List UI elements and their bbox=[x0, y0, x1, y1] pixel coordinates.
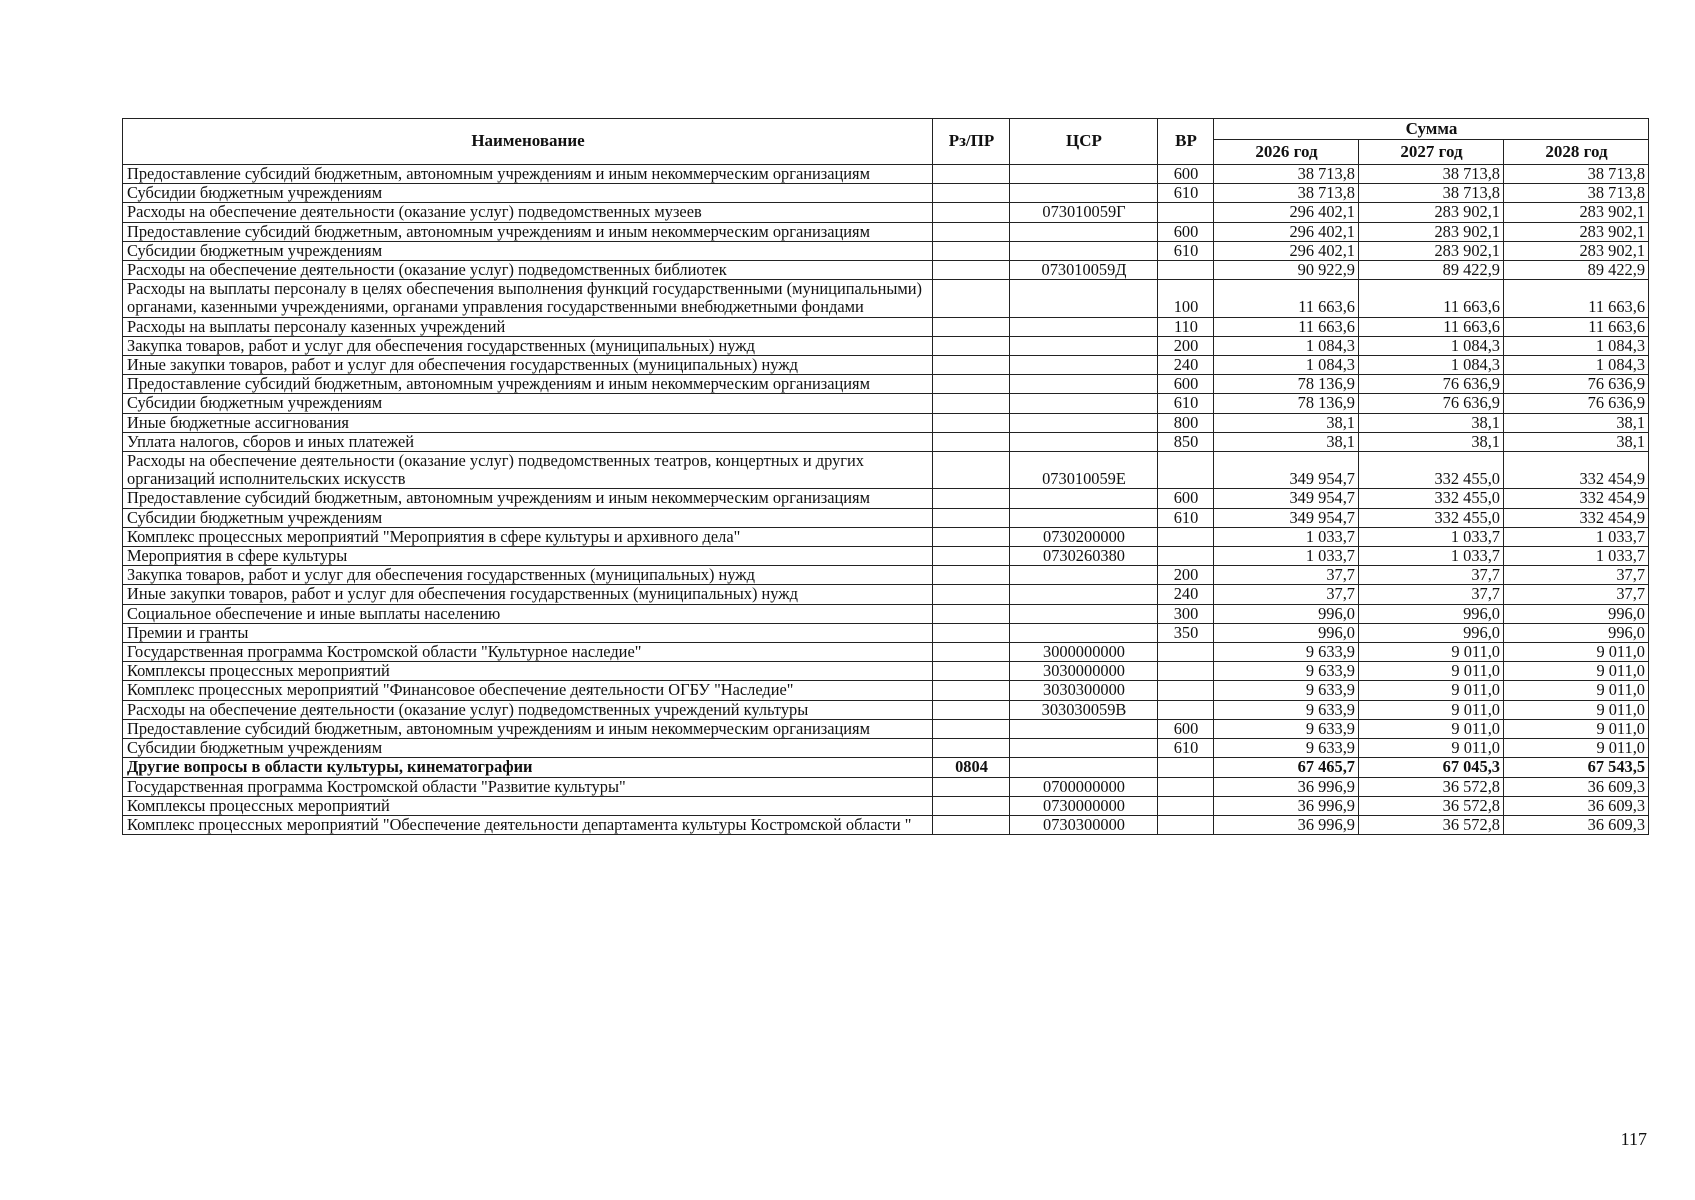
cell-csr bbox=[1010, 432, 1158, 451]
cell-2028: 89 422,9 bbox=[1504, 261, 1649, 280]
cell-vr bbox=[1158, 796, 1214, 815]
cell-2026: 349 954,7 bbox=[1214, 508, 1359, 527]
cell-csr: 073010059Г bbox=[1010, 203, 1158, 222]
cell-vr: 350 bbox=[1158, 623, 1214, 642]
cell-2026: 296 402,1 bbox=[1214, 222, 1359, 241]
cell-name: Социальное обеспечение и иные выплаты населению bbox=[123, 604, 933, 623]
cell-csr: 0730000000 bbox=[1010, 796, 1158, 815]
cell-vr bbox=[1158, 203, 1214, 222]
table-row bbox=[123, 356, 1649, 375]
cell-2027: 332 455,0 bbox=[1359, 489, 1504, 508]
cell-name: Расходы на обеспечение деятельности (оказание услуг) подведомственных театров, концертных и других организаций исполнительских искусств bbox=[123, 452, 933, 489]
cell-vr: 600 bbox=[1158, 222, 1214, 241]
cell-name: Расходы на обеспечение деятельности (оказание услуг) подведомственных музеев bbox=[123, 203, 933, 222]
cell-2028: 1 084,3 bbox=[1504, 356, 1649, 375]
table-row bbox=[123, 280, 1649, 317]
cell-csr bbox=[1010, 623, 1158, 642]
cell-2026: 37,7 bbox=[1214, 566, 1359, 585]
budget-sheet bbox=[122, 118, 1648, 835]
cell-2028: 332 454,9 bbox=[1504, 489, 1649, 508]
col-header-vr: ВР bbox=[1158, 119, 1214, 165]
cell-2027: 332 455,0 bbox=[1359, 452, 1504, 489]
cell-2026: 9 633,9 bbox=[1214, 662, 1359, 681]
cell-rzpr bbox=[933, 241, 1010, 260]
cell-csr bbox=[1010, 508, 1158, 527]
cell-2028: 283 902,1 bbox=[1504, 203, 1649, 222]
col-header-csr: ЦСР bbox=[1010, 119, 1158, 165]
cell-vr bbox=[1158, 700, 1214, 719]
cell-name: Иные закупки товаров, работ и услуг для обеспечения государственных (муниципальных) нужд bbox=[123, 356, 933, 375]
cell-2026: 11 663,6 bbox=[1214, 280, 1359, 317]
cell-2028: 283 902,1 bbox=[1504, 222, 1649, 241]
cell-csr bbox=[1010, 356, 1158, 375]
cell-2026: 349 954,7 bbox=[1214, 489, 1359, 508]
cell-2027: 996,0 bbox=[1359, 623, 1504, 642]
cell-2028: 36 609,3 bbox=[1504, 777, 1649, 796]
cell-2027: 36 572,8 bbox=[1359, 796, 1504, 815]
cell-vr bbox=[1158, 681, 1214, 700]
cell-2026: 38,1 bbox=[1214, 413, 1359, 432]
cell-vr bbox=[1158, 547, 1214, 566]
table-row bbox=[123, 604, 1649, 623]
cell-2028: 38,1 bbox=[1504, 413, 1649, 432]
table-row bbox=[123, 547, 1649, 566]
cell-2026: 1 033,7 bbox=[1214, 547, 1359, 566]
cell-2028: 76 636,9 bbox=[1504, 375, 1649, 394]
cell-2026: 36 996,9 bbox=[1214, 777, 1359, 796]
cell-vr: 300 bbox=[1158, 604, 1214, 623]
cell-name: Субсидии бюджетным учреждениям bbox=[123, 508, 933, 527]
cell-vr: 240 bbox=[1158, 585, 1214, 604]
cell-rzpr bbox=[933, 508, 1010, 527]
cell-2026: 1 033,7 bbox=[1214, 527, 1359, 546]
cell-2028: 1 033,7 bbox=[1504, 547, 1649, 566]
cell-name: Закупка товаров, работ и услуг для обеспечения государственных (муниципальных) нужд bbox=[123, 566, 933, 585]
cell-csr bbox=[1010, 280, 1158, 317]
table-row bbox=[123, 700, 1649, 719]
cell-2026: 996,0 bbox=[1214, 604, 1359, 623]
cell-rzpr bbox=[933, 527, 1010, 546]
table-row bbox=[123, 452, 1649, 489]
table-row bbox=[123, 261, 1649, 280]
table-row bbox=[123, 165, 1649, 184]
cell-2028: 38 713,8 bbox=[1504, 184, 1649, 203]
table-row bbox=[123, 739, 1649, 758]
table-row bbox=[123, 585, 1649, 604]
cell-2027: 11 663,6 bbox=[1359, 317, 1504, 336]
cell-csr: 3030000000 bbox=[1010, 662, 1158, 681]
cell-csr bbox=[1010, 719, 1158, 738]
cell-csr: 073010059Д bbox=[1010, 261, 1158, 280]
col-header-2027: 2027 год bbox=[1359, 140, 1504, 165]
cell-name: Уплата налогов, сборов и иных платежей bbox=[123, 432, 933, 451]
cell-2028: 1 084,3 bbox=[1504, 336, 1649, 355]
cell-vr: 610 bbox=[1158, 241, 1214, 260]
table-row bbox=[123, 508, 1649, 527]
cell-2027: 37,7 bbox=[1359, 566, 1504, 585]
cell-2026: 38 713,8 bbox=[1214, 165, 1359, 184]
col-header-2028: 2028 год bbox=[1504, 140, 1649, 165]
cell-2027: 9 011,0 bbox=[1359, 662, 1504, 681]
cell-2026: 1 084,3 bbox=[1214, 336, 1359, 355]
cell-rzpr bbox=[933, 547, 1010, 566]
table-row bbox=[123, 394, 1649, 413]
table-row bbox=[123, 796, 1649, 815]
table-row bbox=[123, 758, 1649, 777]
cell-2026: 37,7 bbox=[1214, 585, 1359, 604]
cell-2028: 76 636,9 bbox=[1504, 394, 1649, 413]
table-row bbox=[123, 184, 1649, 203]
table-row bbox=[123, 317, 1649, 336]
table-row bbox=[123, 643, 1649, 662]
cell-vr bbox=[1158, 758, 1214, 777]
cell-rzpr bbox=[933, 815, 1010, 834]
cell-rzpr bbox=[933, 643, 1010, 662]
cell-2028: 11 663,6 bbox=[1504, 280, 1649, 317]
cell-rzpr bbox=[933, 719, 1010, 738]
cell-csr: 0730260380 bbox=[1010, 547, 1158, 566]
budget-table bbox=[122, 118, 1649, 835]
cell-name: Государственная программа Костромской области "Развитие культуры" bbox=[123, 777, 933, 796]
cell-2026: 78 136,9 bbox=[1214, 375, 1359, 394]
cell-2028: 332 454,9 bbox=[1504, 452, 1649, 489]
cell-csr bbox=[1010, 758, 1158, 777]
cell-name: Субсидии бюджетным учреждениям bbox=[123, 394, 933, 413]
cell-rzpr bbox=[933, 394, 1010, 413]
table-row bbox=[123, 241, 1649, 260]
cell-csr bbox=[1010, 413, 1158, 432]
cell-rzpr bbox=[933, 413, 1010, 432]
cell-2027: 9 011,0 bbox=[1359, 719, 1504, 738]
cell-2027: 9 011,0 bbox=[1359, 681, 1504, 700]
cell-2027: 38,1 bbox=[1359, 432, 1504, 451]
cell-2026: 9 633,9 bbox=[1214, 643, 1359, 662]
table-row bbox=[123, 719, 1649, 738]
cell-2027: 38 713,8 bbox=[1359, 184, 1504, 203]
cell-rzpr bbox=[933, 317, 1010, 336]
cell-2028: 9 011,0 bbox=[1504, 700, 1649, 719]
cell-rzpr bbox=[933, 681, 1010, 700]
cell-name: Премии и гранты bbox=[123, 623, 933, 642]
cell-2027: 36 572,8 bbox=[1359, 777, 1504, 796]
cell-2027: 38,1 bbox=[1359, 413, 1504, 432]
cell-2028: 36 609,3 bbox=[1504, 815, 1649, 834]
cell-rzpr bbox=[933, 184, 1010, 203]
cell-vr bbox=[1158, 643, 1214, 662]
cell-2028: 9 011,0 bbox=[1504, 662, 1649, 681]
cell-name: Другие вопросы в области культуры, кинематографии bbox=[123, 758, 933, 777]
cell-vr bbox=[1158, 527, 1214, 546]
cell-name: Предоставление субсидий бюджетным, автономным учреждениям и иным некоммерческим организациям bbox=[123, 719, 933, 738]
cell-2027: 89 422,9 bbox=[1359, 261, 1504, 280]
cell-2028: 1 033,7 bbox=[1504, 527, 1649, 546]
cell-2027: 283 902,1 bbox=[1359, 241, 1504, 260]
cell-csr bbox=[1010, 317, 1158, 336]
table-row bbox=[123, 662, 1649, 681]
cell-2026: 9 633,9 bbox=[1214, 719, 1359, 738]
cell-rzpr bbox=[933, 432, 1010, 451]
cell-vr: 110 bbox=[1158, 317, 1214, 336]
cell-2027: 38 713,8 bbox=[1359, 165, 1504, 184]
cell-csr: 3000000000 bbox=[1010, 643, 1158, 662]
cell-rzpr: 0804 bbox=[933, 758, 1010, 777]
cell-name: Расходы на обеспечение деятельности (оказание услуг) подведомственных библиотек bbox=[123, 261, 933, 280]
cell-2026: 349 954,7 bbox=[1214, 452, 1359, 489]
cell-name: Иные бюджетные ассигнования bbox=[123, 413, 933, 432]
table-body bbox=[123, 165, 1649, 835]
cell-2027: 11 663,6 bbox=[1359, 280, 1504, 317]
cell-name: Предоставление субсидий бюджетным, автономным учреждениям и иным некоммерческим организациям bbox=[123, 222, 933, 241]
cell-2026: 296 402,1 bbox=[1214, 203, 1359, 222]
cell-2027: 36 572,8 bbox=[1359, 815, 1504, 834]
cell-rzpr bbox=[933, 585, 1010, 604]
col-header-sum: Сумма bbox=[1214, 119, 1649, 140]
table-row bbox=[123, 375, 1649, 394]
cell-vr: 600 bbox=[1158, 165, 1214, 184]
cell-2027: 37,7 bbox=[1359, 585, 1504, 604]
cell-vr: 100 bbox=[1158, 280, 1214, 317]
cell-2026: 1 084,3 bbox=[1214, 356, 1359, 375]
cell-rzpr bbox=[933, 222, 1010, 241]
cell-vr: 200 bbox=[1158, 566, 1214, 585]
cell-2027: 283 902,1 bbox=[1359, 203, 1504, 222]
cell-2027: 1 033,7 bbox=[1359, 547, 1504, 566]
cell-2026: 36 996,9 bbox=[1214, 815, 1359, 834]
cell-2028: 11 663,6 bbox=[1504, 317, 1649, 336]
cell-csr bbox=[1010, 739, 1158, 758]
cell-2028: 9 011,0 bbox=[1504, 739, 1649, 758]
cell-rzpr bbox=[933, 777, 1010, 796]
cell-2028: 9 011,0 bbox=[1504, 681, 1649, 700]
cell-2026: 9 633,9 bbox=[1214, 681, 1359, 700]
cell-2028: 37,7 bbox=[1504, 566, 1649, 585]
col-header-2026: 2026 год bbox=[1214, 140, 1359, 165]
cell-rzpr bbox=[933, 623, 1010, 642]
cell-name: Иные закупки товаров, работ и услуг для обеспечения государственных (муниципальных) нужд bbox=[123, 585, 933, 604]
cell-rzpr bbox=[933, 261, 1010, 280]
col-header-name: Наименование bbox=[123, 119, 933, 165]
cell-vr: 240 bbox=[1158, 356, 1214, 375]
cell-vr: 600 bbox=[1158, 375, 1214, 394]
cell-csr: 0730300000 bbox=[1010, 815, 1158, 834]
cell-2026: 78 136,9 bbox=[1214, 394, 1359, 413]
page-number: 117 bbox=[1620, 1129, 1647, 1149]
cell-2027: 76 636,9 bbox=[1359, 375, 1504, 394]
cell-2026: 9 633,9 bbox=[1214, 700, 1359, 719]
cell-rzpr bbox=[933, 203, 1010, 222]
table-row bbox=[123, 432, 1649, 451]
cell-csr bbox=[1010, 394, 1158, 413]
cell-name: Комплексы процессных мероприятий bbox=[123, 662, 933, 681]
cell-name: Предоставление субсидий бюджетным, автономным учреждениям и иным некоммерческим организациям bbox=[123, 375, 933, 394]
cell-2027: 76 636,9 bbox=[1359, 394, 1504, 413]
table-row bbox=[123, 489, 1649, 508]
cell-rzpr bbox=[933, 489, 1010, 508]
cell-rzpr bbox=[933, 739, 1010, 758]
cell-csr bbox=[1010, 184, 1158, 203]
cell-rzpr bbox=[933, 662, 1010, 681]
cell-vr: 610 bbox=[1158, 739, 1214, 758]
cell-2026: 996,0 bbox=[1214, 623, 1359, 642]
table-row bbox=[123, 413, 1649, 432]
cell-rzpr bbox=[933, 604, 1010, 623]
cell-name: Предоставление субсидий бюджетным, автономным учреждениям и иным некоммерческим организациям bbox=[123, 165, 933, 184]
cell-2026: 36 996,9 bbox=[1214, 796, 1359, 815]
cell-name: Государственная программа Костромской области "Культурное наследие" bbox=[123, 643, 933, 662]
cell-csr bbox=[1010, 604, 1158, 623]
cell-2028: 9 011,0 bbox=[1504, 643, 1649, 662]
cell-2028: 67 543,5 bbox=[1504, 758, 1649, 777]
table-row bbox=[123, 527, 1649, 546]
cell-name: Комплексы процессных мероприятий bbox=[123, 796, 933, 815]
cell-2027: 283 902,1 bbox=[1359, 222, 1504, 241]
cell-name: Субсидии бюджетным учреждениям bbox=[123, 739, 933, 758]
cell-vr: 600 bbox=[1158, 719, 1214, 738]
cell-csr bbox=[1010, 222, 1158, 241]
cell-rzpr bbox=[933, 356, 1010, 375]
cell-vr: 800 bbox=[1158, 413, 1214, 432]
cell-csr bbox=[1010, 241, 1158, 260]
cell-vr bbox=[1158, 777, 1214, 796]
cell-name: Предоставление субсидий бюджетным, автономным учреждениям и иным некоммерческим организациям bbox=[123, 489, 933, 508]
cell-name: Комплекс процессных мероприятий "Обеспечение деятельности департамента культуры Костромской области " bbox=[123, 815, 933, 834]
cell-2026: 296 402,1 bbox=[1214, 241, 1359, 260]
cell-csr bbox=[1010, 489, 1158, 508]
cell-rzpr bbox=[933, 165, 1010, 184]
cell-csr: 3030300000 bbox=[1010, 681, 1158, 700]
cell-name: Комплекс процессных мероприятий "Финансовое обеспечение деятельности ОГБУ "Наследие" bbox=[123, 681, 933, 700]
cell-vr: 610 bbox=[1158, 394, 1214, 413]
cell-2027: 332 455,0 bbox=[1359, 508, 1504, 527]
cell-vr: 610 bbox=[1158, 184, 1214, 203]
cell-2028: 36 609,3 bbox=[1504, 796, 1649, 815]
cell-2026: 67 465,7 bbox=[1214, 758, 1359, 777]
cell-name: Расходы на обеспечение деятельности (оказание услуг) подведомственных учреждений культуры bbox=[123, 700, 933, 719]
table-row bbox=[123, 203, 1649, 222]
cell-2028: 38 713,8 bbox=[1504, 165, 1649, 184]
cell-2027: 996,0 bbox=[1359, 604, 1504, 623]
table-row bbox=[123, 623, 1649, 642]
cell-2027: 1 084,3 bbox=[1359, 356, 1504, 375]
cell-2027: 9 011,0 bbox=[1359, 700, 1504, 719]
cell-vr bbox=[1158, 452, 1214, 489]
cell-csr bbox=[1010, 336, 1158, 355]
table-row bbox=[123, 681, 1649, 700]
cell-vr bbox=[1158, 815, 1214, 834]
cell-2028: 9 011,0 bbox=[1504, 719, 1649, 738]
col-header-rzpr: Рз/ПР bbox=[933, 119, 1010, 165]
cell-name: Мероприятия в сфере культуры bbox=[123, 547, 933, 566]
cell-rzpr bbox=[933, 336, 1010, 355]
cell-rzpr bbox=[933, 700, 1010, 719]
cell-2027: 1 033,7 bbox=[1359, 527, 1504, 546]
cell-rzpr bbox=[933, 796, 1010, 815]
cell-2027: 9 011,0 bbox=[1359, 739, 1504, 758]
cell-name: Расходы на выплаты персоналу в целях обеспечения выполнения функций государственными (муниципальными) органами, казенными учреждениями, органами управления государственными внебюджетными фондами bbox=[123, 280, 933, 317]
table-header-row bbox=[123, 119, 1649, 140]
cell-2028: 38,1 bbox=[1504, 432, 1649, 451]
cell-name: Субсидии бюджетным учреждениям bbox=[123, 184, 933, 203]
cell-2026: 9 633,9 bbox=[1214, 739, 1359, 758]
cell-csr: 303030059В bbox=[1010, 700, 1158, 719]
cell-rzpr bbox=[933, 280, 1010, 317]
cell-2027: 9 011,0 bbox=[1359, 643, 1504, 662]
cell-2028: 283 902,1 bbox=[1504, 241, 1649, 260]
table-row bbox=[123, 815, 1649, 834]
table-row bbox=[123, 222, 1649, 241]
cell-name: Комплекс процессных мероприятий "Мероприятия в сфере культуры и архивного дела" bbox=[123, 527, 933, 546]
cell-2026: 90 922,9 bbox=[1214, 261, 1359, 280]
cell-rzpr bbox=[933, 375, 1010, 394]
cell-2027: 67 045,3 bbox=[1359, 758, 1504, 777]
cell-2028: 37,7 bbox=[1504, 585, 1649, 604]
cell-vr: 610 bbox=[1158, 508, 1214, 527]
cell-csr bbox=[1010, 585, 1158, 604]
cell-csr bbox=[1010, 566, 1158, 585]
table-row bbox=[123, 336, 1649, 355]
cell-csr bbox=[1010, 165, 1158, 184]
cell-name: Закупка товаров, работ и услуг для обеспечения государственных (муниципальных) нужд bbox=[123, 336, 933, 355]
cell-2026: 11 663,6 bbox=[1214, 317, 1359, 336]
cell-name: Расходы на выплаты персоналу казенных учреждений bbox=[123, 317, 933, 336]
cell-vr: 200 bbox=[1158, 336, 1214, 355]
cell-vr bbox=[1158, 662, 1214, 681]
cell-rzpr bbox=[933, 566, 1010, 585]
cell-2027: 1 084,3 bbox=[1359, 336, 1504, 355]
cell-vr: 850 bbox=[1158, 432, 1214, 451]
table-row bbox=[123, 777, 1649, 796]
cell-rzpr bbox=[933, 452, 1010, 489]
cell-csr: 0700000000 bbox=[1010, 777, 1158, 796]
cell-2026: 38,1 bbox=[1214, 432, 1359, 451]
cell-vr bbox=[1158, 261, 1214, 280]
cell-csr bbox=[1010, 375, 1158, 394]
cell-2028: 996,0 bbox=[1504, 623, 1649, 642]
cell-csr: 073010059Е bbox=[1010, 452, 1158, 489]
cell-2028: 996,0 bbox=[1504, 604, 1649, 623]
cell-csr: 0730200000 bbox=[1010, 527, 1158, 546]
cell-name: Субсидии бюджетным учреждениям bbox=[123, 241, 933, 260]
cell-2026: 38 713,8 bbox=[1214, 184, 1359, 203]
table-row bbox=[123, 566, 1649, 585]
cell-vr: 600 bbox=[1158, 489, 1214, 508]
cell-2028: 332 454,9 bbox=[1504, 508, 1649, 527]
